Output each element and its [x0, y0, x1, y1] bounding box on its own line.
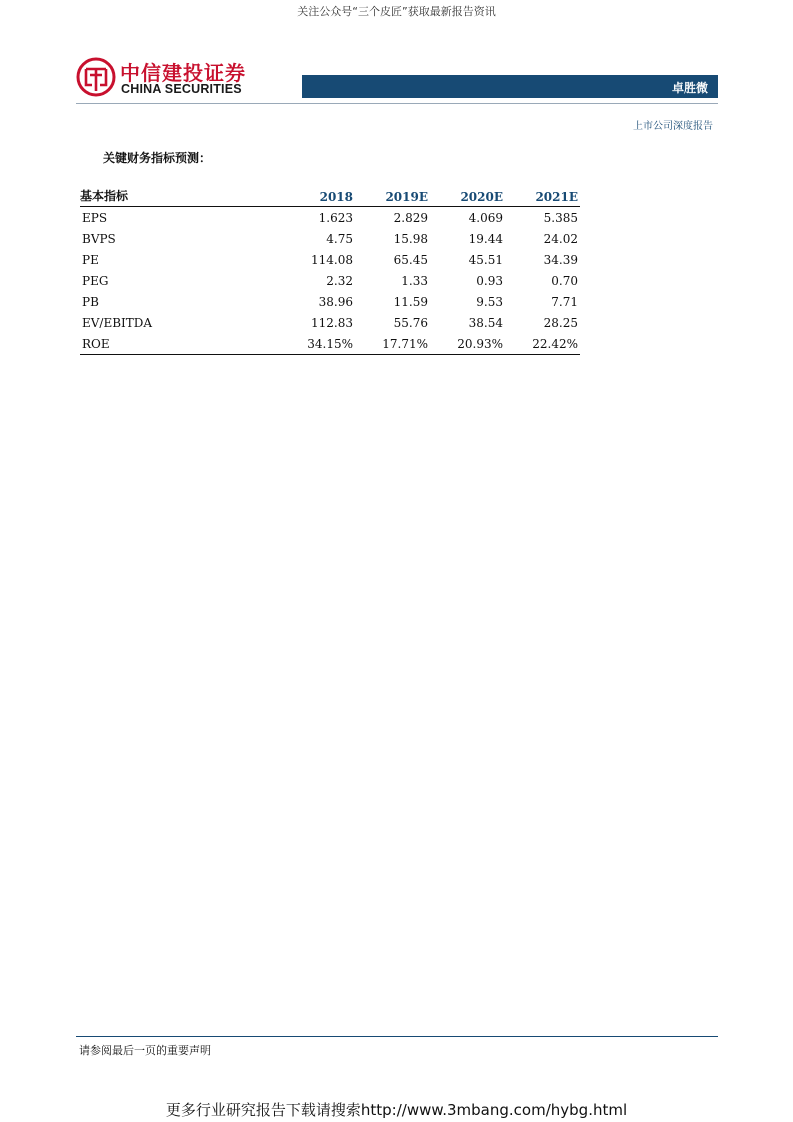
table-row: [80, 333, 580, 355]
cell-value: 9.53: [476, 294, 503, 309]
table-header-year: 2019E: [355, 184, 430, 207]
report-type: 上市公司深度报告: [633, 121, 713, 132]
company-logo: [76, 57, 256, 101]
row-label: PB: [82, 294, 99, 309]
table-header-year: 2018: [250, 184, 355, 207]
cell-value: 2.829: [393, 210, 428, 225]
cell-value: 38.96: [318, 294, 353, 309]
footer-divider: [76, 1036, 718, 1037]
table-row: [80, 291, 580, 312]
row-label: ROE: [80, 333, 250, 355]
cell-value: 112.83: [311, 315, 353, 330]
brand-name-en: CHINA SECURITIES: [121, 82, 242, 96]
section-title: 关键财务指标预测：: [103, 151, 212, 165]
table-row: [80, 207, 580, 229]
cell-value: 45.51: [468, 252, 503, 267]
cell-value: 0.70: [551, 273, 578, 288]
cell-value: 20.93%: [430, 333, 505, 355]
cell-value: 28.25: [543, 315, 578, 330]
cell-value: 4.069: [468, 210, 503, 225]
cell-value: 55.76: [393, 315, 428, 330]
cell-value: 34.39: [543, 252, 578, 267]
cell-value: 5.385: [543, 210, 578, 225]
china-securities-logo-icon: [76, 57, 116, 97]
table-row: [80, 270, 580, 291]
cell-value: 4.75: [326, 231, 353, 246]
financial-forecast-table: [80, 184, 580, 355]
disclaimer-text: 请参阅最后一页的重要声明: [79, 1044, 211, 1057]
cell-value: 24.02: [543, 231, 578, 246]
brand-name-cn: 中信建投证券: [120, 61, 246, 85]
download-banner: 更多行业研究报告下载请搜索http://www.3mbang.com/hybg.html: [165, 1101, 628, 1119]
table-header-year: 2021E: [505, 184, 580, 207]
row-label: PEG: [82, 273, 109, 288]
cell-value: 1.623: [318, 210, 353, 225]
table-row: [80, 228, 580, 249]
cell-value: 1.33: [401, 273, 428, 288]
row-label: BVPS: [82, 231, 116, 246]
table-row: [80, 249, 580, 270]
cell-value: 114.08: [311, 252, 353, 267]
header-bar: [302, 75, 718, 98]
cell-value: 0.93: [476, 273, 503, 288]
cell-value: 34.15%: [250, 333, 355, 355]
cell-value: 22.42%: [505, 333, 580, 355]
top-notice: 关注公众号“三个皮匠”获取最新报告资讯: [297, 5, 496, 18]
table-header-row: [80, 184, 580, 207]
table-row: [80, 312, 580, 333]
cell-value: 15.98: [393, 231, 428, 246]
cell-value: 65.45: [393, 252, 428, 267]
cell-value: 7.71: [551, 294, 578, 309]
cell-value: 17.71%: [355, 333, 430, 355]
table-header-label: 基本指标: [80, 184, 250, 207]
header-stock-name: 卓胜微: [671, 81, 708, 95]
row-label: PE: [82, 252, 99, 267]
header-divider: [76, 103, 718, 104]
cell-value: 11.59: [393, 294, 428, 309]
row-label: EV/EBITDA: [82, 315, 153, 330]
cell-value: 38.54: [468, 315, 503, 330]
row-label: EPS: [82, 210, 108, 225]
cell-value: 2.32: [326, 273, 353, 288]
table-header-year: 2020E: [430, 184, 505, 207]
cell-value: 19.44: [468, 231, 503, 246]
